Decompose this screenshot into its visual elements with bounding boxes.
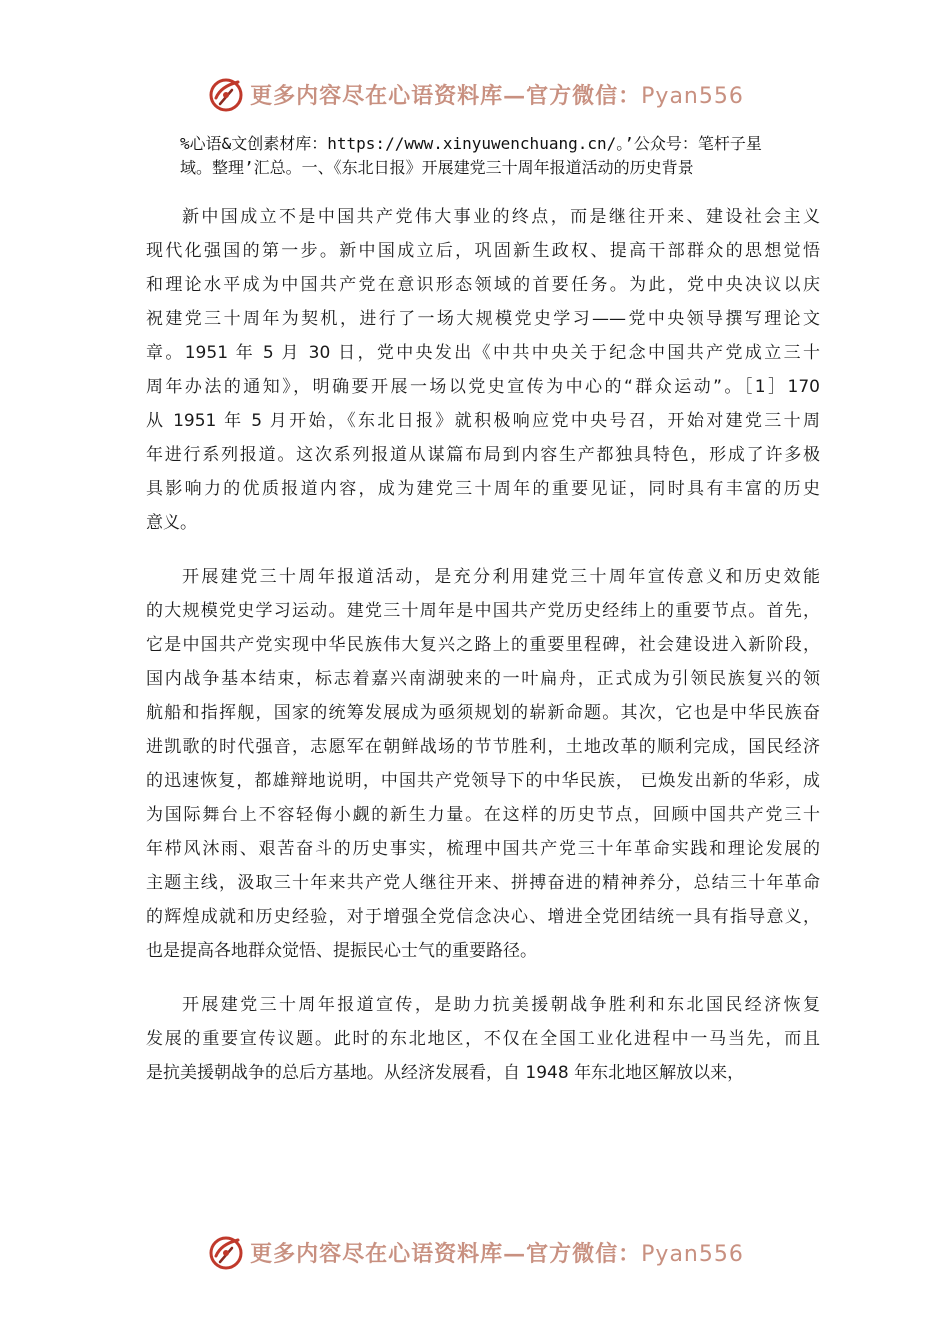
wechat-id: Pyan556 [641,83,744,109]
text-line: 进凯歌的时代强音，志愿军在朝鲜战场的节节胜利，土地改革的顺利完成，国民经济 [146,737,820,757]
text-line: 周年办法的通知》，明确要开展一场以党史宣传为中心的“群众运动”。［1］170 [146,377,820,397]
text-line: 从 1951 年 5 月开始，《东北日报》就积极响应党中央号召，开始对建党三十周 [146,411,820,431]
text-line: 新中国成立不是中国共产党伟大事业的终点，而是继往开来、建设社会主义 [182,207,820,227]
logo-icon [206,1232,246,1272]
text-line: 的辉煌成就和历史经验，对于增强全党信念决心、增进全党团结统一具有指导意义， [146,907,820,927]
text-line: 章。1951 年 5 月 30 日，党中央发出《中共中央关于纪念中国共产党成立三十 [146,343,820,363]
paragraph-1 [146,200,820,540]
wechat-id: Pyan556 [641,1241,744,1267]
text-line: 开展建党三十周年报道宣传，是助力抗美援朝战争胜利和东北国民经济恢复 [182,995,820,1015]
paragraph-3 [146,988,820,1090]
text-line: 和理论水平成为中国共产党在意识形态领域的首要任务。为此，党中央决议以庆 [146,275,820,295]
text-line: 航船和指挥舰，国家的统筹发展成为亟须规划的崭新命题。其次，它也是中华民族奋 [146,703,820,723]
text-line: 意义。 [146,513,197,533]
banner-text: 更多内容尽在心语资料库—官方微信：Pyan556 [250,1240,744,1267]
top-banner [0,72,950,116]
header-line-1: %心语&文创素材库：https://www.xinyuwenchuang.cn/。’公众号：笔杆子星 [180,134,762,153]
text-line: 现代化强国的第一步。新中国成立后，巩固新生政权、提高干部群众的思想觉悟 [146,241,820,261]
paragraph-2 [146,560,820,968]
text-line: 开展建党三十周年报道活动，是充分利用建党三十周年宣传意义和历史效能 [182,567,820,587]
text-line: 的大规模党史学习运动。建党三十周年是中国共产党历史经纬上的重要节点。首先， [146,601,820,621]
text-line: 祝建党三十周年为契机，进行了一场大规模党史学习——党中央领导撰写理论文 [146,309,820,329]
text-line: 为国际舞台上不容轻侮小觑的新生力量。在这样的历史节点，回顾中国共产党三十 [146,805,820,825]
text-line: 国内战争基本结束，标志着嘉兴南湖驶来的一叶扁舟，正式成为引领民族复兴的领 [146,669,820,689]
text-line: 也是提高各地群众觉悟、提振民心士气的重要路径。 [146,941,537,961]
text-line: 它是中国共产党实现中华民族伟大复兴之路上的重要里程碑，社会建设进入新阶段， [146,635,820,655]
text-line: 的迅速恢复，都雄辩地说明，中国共产党领导下的中华民族， 已焕发出新的华彩，成 [146,771,820,791]
text-line: 是抗美援朝战争的总后方基地。从经济发展看，自 1948 年东北地区解放以来， [146,1063,745,1083]
text-line: 年栉风沐雨、艰苦奋斗的历史事实，梳理中国共产党三十年革命实践和理论发展的 [146,839,820,859]
logo-icon [206,74,246,114]
banner-text: 更多内容尽在心语资料库—官方微信：Pyan556 [250,82,744,109]
header-line-2: 域。整理’汇总。一、《东北日报》开展建党三十周年报道活动的历史背景 [180,158,694,177]
bottom-banner [0,1230,950,1274]
text-line: 具影响力的优质报道内容，成为建党三十周年的重要见证，同时具有丰富的历史 [146,479,820,499]
text-line: 年进行系列报道。这次系列报道从谋篇布局到内容生产都独具特色，形成了许多极 [146,445,820,465]
text-line: 发展的重要宣传议题。此时的东北地区，不仅在全国工业化进程中一马当先，而且 [146,1029,820,1049]
text-line: 主题主线，汲取三十年来共产党人继往开来、拼搏奋进的精神养分，总结三十年革命 [146,873,820,893]
